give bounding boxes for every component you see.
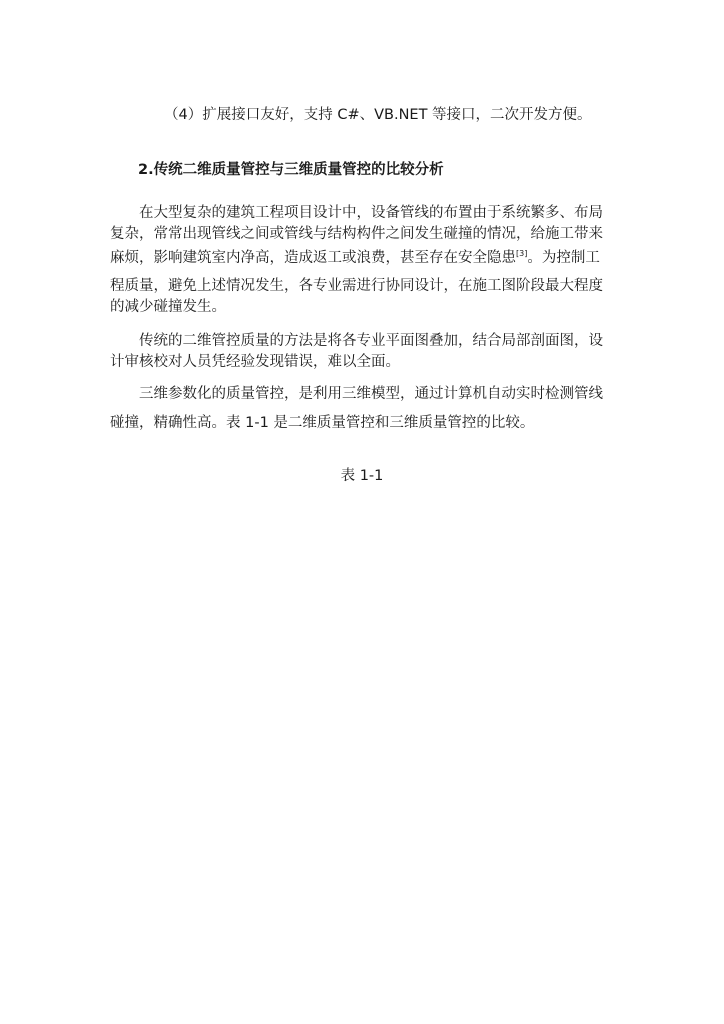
table-caption: 表 1-1: [340, 468, 384, 484]
section-heading: 2.传统二维质量管控与三维质量管控的比较分析: [138, 162, 444, 178]
list-item-4: （4）扩展接口友好，支持 C#、VB.NET 等接口，二次开发方便。: [164, 107, 592, 123]
paragraph-line: 传统的二维管控质量的方法是将各专业平面图叠加，结合局部剖面图，设: [139, 333, 603, 349]
paragraph-line: 计审核校对人员凭经验发现错误，难以全面。: [110, 354, 400, 370]
paragraph-text: 。为控制工: [527, 250, 600, 266]
paragraph-line: 在大型复杂的建筑工程项目设计中，设备管线的布置由于系统繁多、布局: [139, 205, 603, 221]
paragraph-text: 麻烦，影响建筑室内净高，造成返工或浪费，甚至存在安全隐患: [110, 250, 516, 266]
paragraph-line: 复杂，常常出现管线之间或管线与结构构件之间发生碰撞的情况，给施工带来: [110, 226, 603, 242]
paragraph-line: 的减少碰撞发生。: [110, 299, 226, 315]
paragraph-line: 三维参数化的质量管控，是利用三维模型，通过计算机自动实时检测管线: [139, 386, 603, 402]
paragraph-line: 碰撞，精确性高。表 1-1 是二维质量管控和三维质量管控的比较。: [110, 415, 535, 431]
paragraph-line: [110, 248, 600, 268]
citation-reference[interactable]: [3]: [516, 249, 528, 258]
paragraph-line: 程质量，避免上述情况发生，各专业需进行协同设计，在施工图阶段最大程度: [110, 278, 603, 294]
